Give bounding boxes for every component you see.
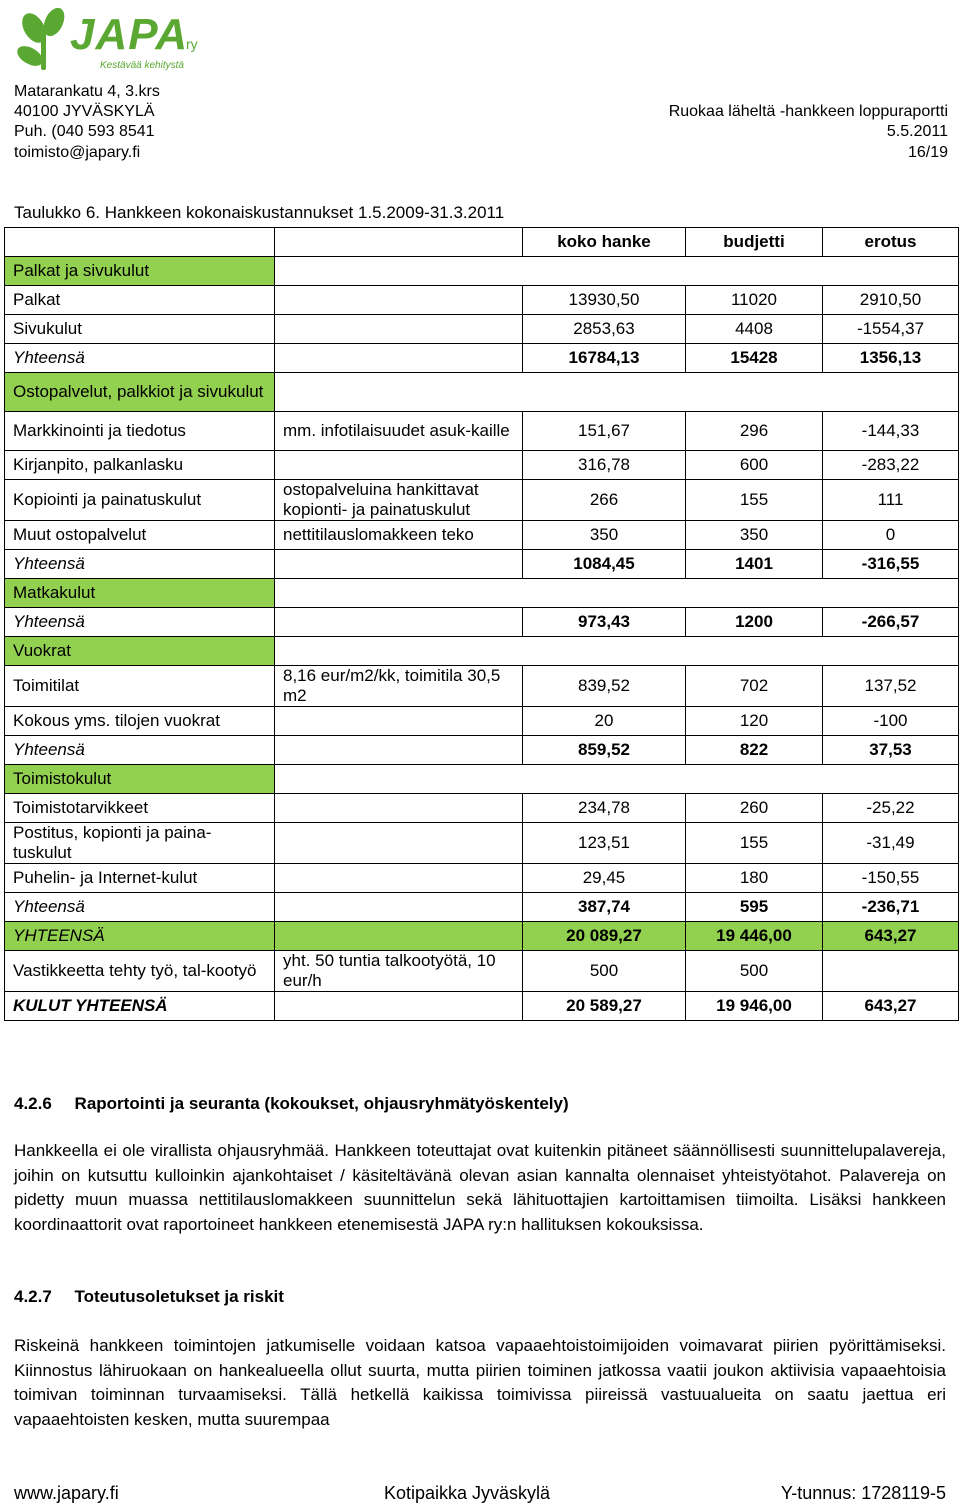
table-row: [5, 794, 959, 823]
row-description: [275, 736, 523, 765]
value-budjetti: 4408: [686, 315, 823, 344]
table-section-row: [5, 373, 959, 412]
value-koko-hanke: 266: [523, 480, 686, 521]
section-label: Matkakulut: [5, 579, 275, 608]
value-koko-hanke: 973,43: [523, 608, 686, 637]
page-number: 16/19: [907, 144, 948, 161]
value-budjetti: 11020: [686, 286, 823, 315]
value-budjetti: 296: [686, 412, 823, 451]
row-label: Puhelin- ja Internet-kulut: [5, 864, 275, 893]
value-erotus: -150,55: [823, 864, 959, 893]
value-erotus: [823, 951, 959, 992]
row-description: [275, 707, 523, 736]
value-erotus: 111: [823, 480, 959, 521]
section-label: Toimistokulut: [5, 765, 275, 794]
value-budjetti: 19 446,00: [686, 922, 823, 951]
footer-website[interactable]: www.japary.fi: [14, 1483, 119, 1503]
section-heading: [14, 1094, 569, 1114]
value-koko-hanke: 20 089,27: [523, 922, 686, 951]
table-row: [5, 521, 959, 550]
address-phone: Puh. (040 593 8541: [14, 123, 155, 140]
value-erotus: 0: [823, 521, 959, 550]
value-koko-hanke: 387,74: [523, 893, 686, 922]
row-description: [275, 794, 523, 823]
value-budjetti: 155: [686, 823, 823, 864]
value-erotus: -283,22: [823, 451, 959, 480]
row-description: [275, 550, 523, 579]
row-label: Yhteensä: [5, 608, 275, 637]
table-row: [5, 550, 959, 579]
address-line-2: 40100 JYVÄSKYLÄ: [14, 103, 155, 120]
table-section-row: [5, 257, 959, 286]
table-section-row: [5, 765, 959, 794]
footer-business-id: Y-tunnus: 1728119-5: [780, 1483, 946, 1503]
row-description: [275, 893, 523, 922]
table-row: [5, 666, 959, 707]
value-erotus: -236,71: [823, 893, 959, 922]
value-budjetti: 595: [686, 893, 823, 922]
section-label: Palkat ja sivukulut: [5, 257, 275, 286]
value-erotus: -25,22: [823, 794, 959, 823]
value-budjetti: 19 946,00: [686, 992, 823, 1021]
value-koko-hanke: 859,52: [523, 736, 686, 765]
value-budjetti: 600: [686, 451, 823, 480]
row-description: mm. infotilaisuudet asuk-kaille: [275, 412, 523, 451]
value-budjetti: 350: [686, 521, 823, 550]
section-label: Vuokrat: [5, 637, 275, 666]
logo-suffix: ry: [186, 36, 198, 52]
row-label: Kopiointi ja painatuskulut: [5, 480, 275, 521]
section-number: 4.2.7: [14, 1287, 52, 1306]
value-budjetti: 500: [686, 951, 823, 992]
row-label: Yhteensä: [5, 550, 275, 579]
table-row: [5, 315, 959, 344]
cost-table: [4, 227, 959, 1021]
value-erotus: -266,57: [823, 608, 959, 637]
row-label: Kokous yms. tilojen vuokrat: [5, 707, 275, 736]
section-paragraph: Hankkeella ei ole virallista ohjausryhmää. Hankkeen toteuttajat ovat kuitenkin pitäneet säännöllisesti suunnittelupalavereja, joihin on kutsuttu kulloinkin ajankohtaiset / käsiteltävänä olevan asian kannalta olennaiset yhteistyötahot. Palavereja on pidetty muun muassa nettitilauslomakkeen suunnittelun sekä lähituottajien kartoittamisen tiimoilta. Lisäksi hankkeen koordinaattorit ovat raportoineet hankkeen etenemisestä JAPA ry:n hallituksen kokouksissa.: [14, 1141, 946, 1234]
row-description: [275, 823, 523, 864]
row-description: [275, 286, 523, 315]
header-koko-hanke: koko hanke: [523, 228, 686, 257]
row-label: Sivukulut: [5, 315, 275, 344]
row-label: Kirjanpito, palkanlasku: [5, 451, 275, 480]
row-description: 8,16 eur/m2/kk, toimitila 30,5 m2: [275, 666, 523, 707]
table-row: [5, 608, 959, 637]
row-label: Postitus, kopionti ja paina-tuskulut: [5, 823, 275, 864]
section-title: Toteutusoletukset ja riskit: [74, 1287, 284, 1306]
value-koko-hanke: 2853,63: [523, 315, 686, 344]
row-label: Markkinointi ja tiedotus: [5, 412, 275, 451]
report-title: Ruokaa läheltä -hankkeen loppuraportti: [668, 103, 948, 120]
row-label: YHTEENSÄ: [5, 922, 275, 951]
row-description: yht. 50 tuntia talkootyötä, 10 eur/h: [275, 951, 523, 992]
footer-domicile: Kotipaikka Jyväskylä: [384, 1483, 551, 1503]
value-koko-hanke: 29,45: [523, 864, 686, 893]
row-label: Toimitilat: [5, 666, 275, 707]
row-description: nettitilauslomakkeen teko: [275, 521, 523, 550]
row-description: [275, 608, 523, 637]
value-erotus: -316,55: [823, 550, 959, 579]
table-row: [5, 992, 959, 1021]
logo-name: JAPA: [70, 10, 189, 59]
value-erotus: 643,27: [823, 992, 959, 1021]
value-koko-hanke: 350: [523, 521, 686, 550]
value-koko-hanke: 16784,13: [523, 344, 686, 373]
row-label: Toimistotarvikkeet: [5, 794, 275, 823]
table-header-row: [5, 228, 959, 257]
section-heading: [14, 1287, 284, 1307]
value-erotus: -144,33: [823, 412, 959, 451]
row-description: [275, 864, 523, 893]
value-budjetti: 15428: [686, 344, 823, 373]
row-description: ostopalveluina hankittavat kopionti- ja painatuskulut: [275, 480, 523, 521]
value-budjetti: 1200: [686, 608, 823, 637]
table-row: [5, 951, 959, 992]
table-row: [5, 736, 959, 765]
value-budjetti: 822: [686, 736, 823, 765]
table-row: [5, 893, 959, 922]
table-row: [5, 480, 959, 521]
value-koko-hanke: 234,78: [523, 794, 686, 823]
value-koko-hanke: 20 589,27: [523, 992, 686, 1021]
japa-logo: [14, 6, 214, 78]
value-koko-hanke: 13930,50: [523, 286, 686, 315]
value-budjetti: 702: [686, 666, 823, 707]
value-koko-hanke: 839,52: [523, 666, 686, 707]
value-budjetti: 155: [686, 480, 823, 521]
value-erotus: 2910,50: [823, 286, 959, 315]
value-budjetti: 1401: [686, 550, 823, 579]
row-label: Vastikkeetta tehty työ, tal-kootyö: [5, 951, 275, 992]
value-koko-hanke: 316,78: [523, 451, 686, 480]
table-row: [5, 823, 959, 864]
row-label: Yhteensä: [5, 344, 275, 373]
table-caption: Taulukko 6. Hankkeen kokonaiskustannukset 1.5.2009-31.3.2011: [14, 203, 505, 222]
value-koko-hanke: 500: [523, 951, 686, 992]
section-paragraph: Riskeinä hankkeen toimintojen jatkumiselle voidaan katsoa vapaaehtoistoimijoiden voimavarat piirien pyörittämiseksi. Kiinnostus lähiruokaan on hankealueella ollut suurta, mutta piirien toiminen jatkossa vaatii joukon aktiivisia vapaaehtoisia toimivan toiminnan turvaamiseksi. Tällä hetkellä kaikissa toimivissa piireissä vastuualueita on saatu jaettua eri vapaaehtoisten kesken, mutta suurempaa: [14, 1336, 946, 1429]
address-email: toimisto@japary.fi: [14, 144, 141, 161]
row-description: [275, 344, 523, 373]
row-description: [275, 315, 523, 344]
row-description: [275, 992, 523, 1021]
table-row: [5, 412, 959, 451]
section-label: Ostopalvelut, palkkiot ja sivukulut: [5, 373, 275, 412]
table-row: [5, 344, 959, 373]
table-row: [5, 707, 959, 736]
value-koko-hanke: 20: [523, 707, 686, 736]
section-title: Raportointi ja seuranta (kokoukset, ohjausryhmätyöskentely): [74, 1094, 569, 1113]
value-budjetti: 260: [686, 794, 823, 823]
section-number: 4.2.6: [14, 1094, 52, 1113]
address-line-1: Matarankatu 4, 3.krs: [14, 83, 160, 100]
row-description: [275, 922, 523, 951]
row-description: [275, 451, 523, 480]
row-label: KULUT YHTEENSÄ: [5, 992, 275, 1021]
value-erotus: 1356,13: [823, 344, 959, 373]
value-budjetti: 120: [686, 707, 823, 736]
value-budjetti: 180: [686, 864, 823, 893]
table-row: [5, 922, 959, 951]
value-erotus: 643,27: [823, 922, 959, 951]
row-label: Palkat: [5, 286, 275, 315]
value-erotus: -31,49: [823, 823, 959, 864]
value-koko-hanke: 151,67: [523, 412, 686, 451]
table-section-row: [5, 637, 959, 666]
value-erotus: 137,52: [823, 666, 959, 707]
value-koko-hanke: 123,51: [523, 823, 686, 864]
value-erotus: -100: [823, 707, 959, 736]
row-label: Muut ostopalvelut: [5, 521, 275, 550]
report-date: 5.5.2011: [886, 123, 948, 140]
table-row: [5, 451, 959, 480]
table-body: [5, 257, 959, 1021]
logo-tagline: Kestävää kehitystä: [100, 60, 184, 71]
table-section-row: [5, 579, 959, 608]
header-budjetti: budjetti: [686, 228, 823, 257]
value-erotus: 37,53: [823, 736, 959, 765]
value-koko-hanke: 1084,45: [523, 550, 686, 579]
row-label: Yhteensä: [5, 736, 275, 765]
header-erotus: erotus: [823, 228, 959, 257]
table-row: [5, 286, 959, 315]
row-label: Yhteensä: [5, 893, 275, 922]
table-row: [5, 864, 959, 893]
value-erotus: -1554,37: [823, 315, 959, 344]
